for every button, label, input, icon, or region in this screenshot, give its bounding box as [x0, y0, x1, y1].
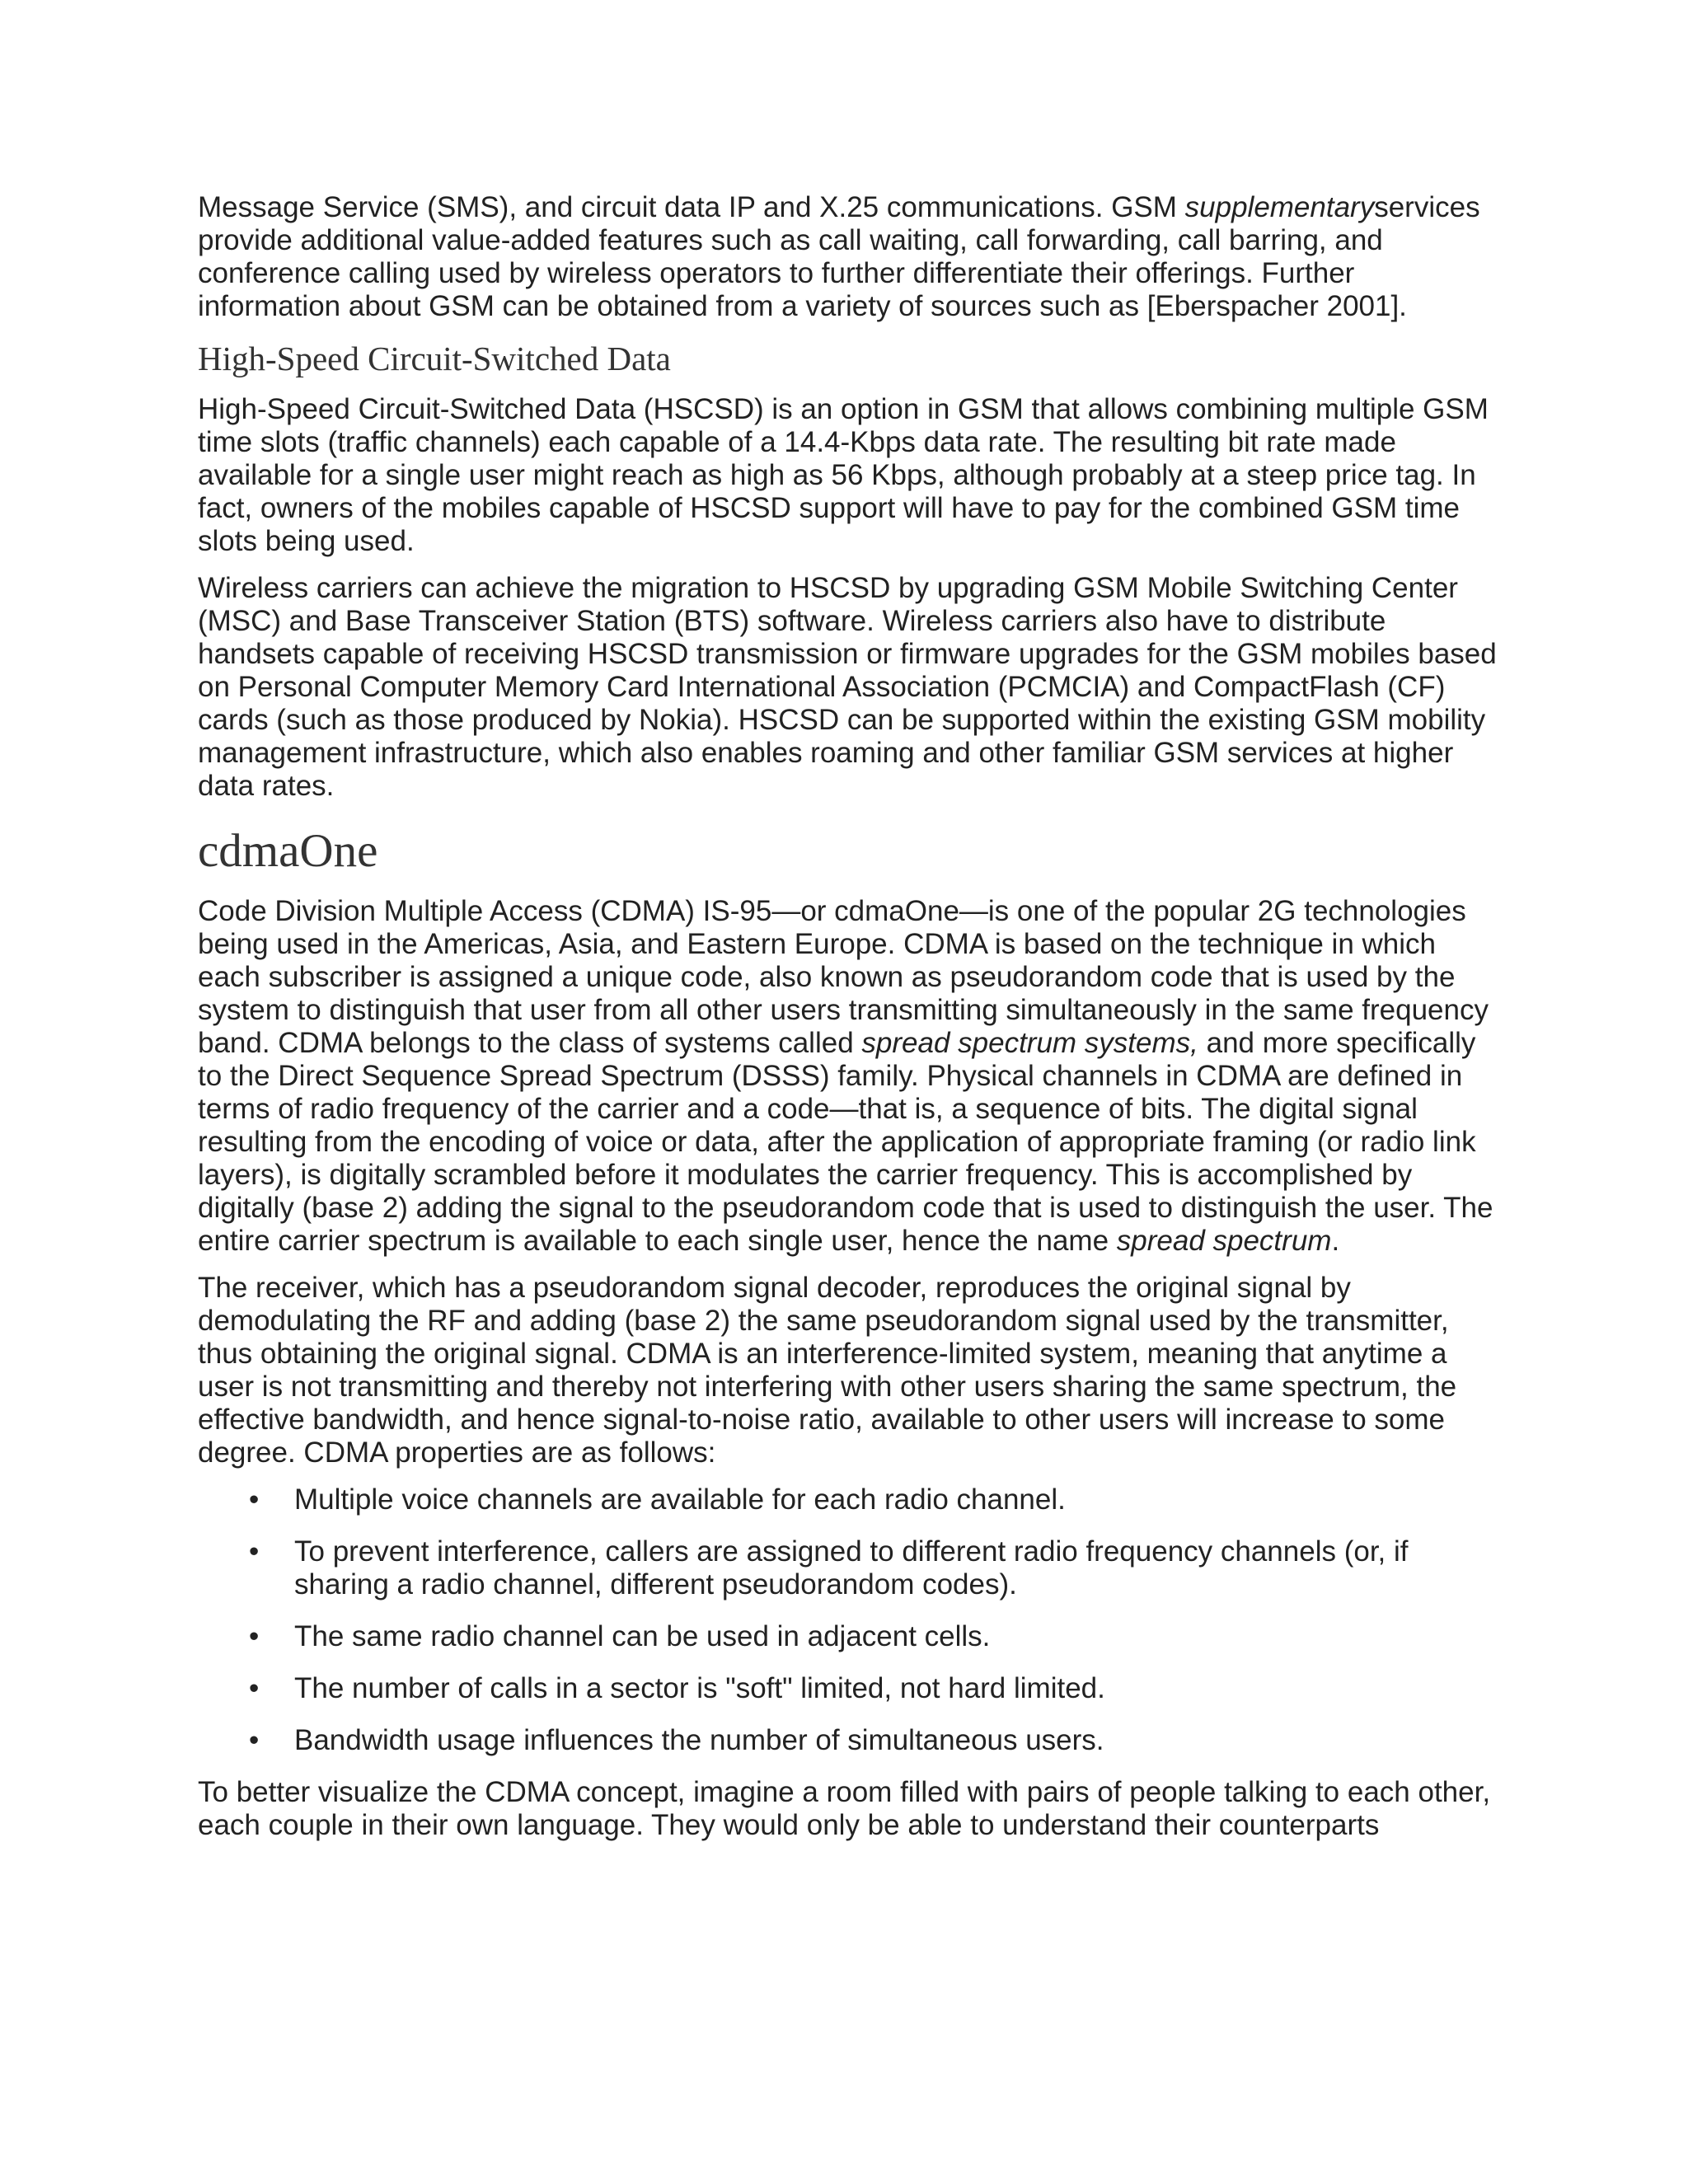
bullet-icon: •	[249, 1620, 260, 1652]
cdma-p1-text-c: .	[1331, 1225, 1340, 1257]
hscsd-paragraph-2: Wireless carriers can achieve the migration to HSCSD by upgrading GSM Mobile Switching Center (MSC) and Base Transceiver Station (BTS) software. Wireless carriers also have to distribute handsets capable of receiving HSCSD transmission or firmware upgrades for the GSM mobiles based on Personal Computer Memory Card International Association (PCMCIA) and CompactFlash (CF) cards (such as those produced by Nokia). HSCSD can be supported within the existing GSM mobility management infrastructure, which also enables roaming and other familiar GSM services at higher data rates.	[198, 572, 1497, 802]
cdma-p1-text-a: Code Division Multiple Access (CDMA) IS-95—or cdmaOne—is one of the popular 2G technologies being used in the Americas, Asia, and Eastern Europe. CDMA is based on the technique in which each subscriber is assigned a unique code, also known as pseudorandom code that is used by the system to distinguish that user from all other users transmitting simultaneously in the same frequency band. CDMA belongs to the class of systems called	[198, 895, 1489, 1059]
bullet-icon: •	[249, 1672, 260, 1704]
hscsd-heading: High-Speed Circuit-Switched Data	[198, 340, 671, 377]
list-item	[198, 1620, 1500, 1653]
intro-paragraph	[198, 191, 1500, 323]
list-item-text: Multiple voice channels are available for each radio channel.	[294, 1483, 1066, 1516]
cdma-paragraph-1	[198, 895, 1500, 1258]
intro-text-end: services provide additional value-added features such as call waiting, call forwarding, call barring, and conference calling used by wireless operators to further differentiate their offerings. Further information about GSM can be obtained from a variety of sources such as [Eberspacher 2001].	[198, 191, 1480, 322]
list-item	[198, 1724, 1500, 1757]
list-item-text: Bandwidth usage influences the number of simultaneous users.	[294, 1724, 1104, 1756]
cdmaone-heading: cdmaOne	[198, 825, 378, 877]
bullet-icon: •	[249, 1535, 260, 1568]
bullet-icon: •	[249, 1724, 260, 1756]
list-item	[198, 1535, 1500, 1601]
hscsd-paragraph-1: High-Speed Circuit-Switched Data (HSCSD) is an option in GSM that allows combining multiple GSM time slots (traffic channels) each capable of a 14.4-Kbps data rate. The resulting bit rate made available for a single user might reach as high as 56 Kbps, although probably at a steep price tag. In fact, owners of the mobiles capable of HSCSD support will have to pay for the combined GSM time slots being used.	[198, 393, 1489, 557]
cdma-properties-list	[198, 1483, 1500, 1757]
cdma-paragraph-2: The receiver, which has a pseudorandom signal decoder, reproduces the original signal by demodulating the RF and adding (base 2) the same pseudorandom signal used by the transmitter, thus obtaining the original signal. CDMA is an interference-limited system, meaning that anytime a user is not transmitting and thereby not interfering with other users sharing the same spectrum, the effective bandwidth, and hence signal-to-noise ratio, available to other users will increase to some degree. CDMA properties are as follows:	[198, 1272, 1457, 1469]
cdma-paragraph-3: To better visualize the CDMA concept, imagine a room filled with pairs of people talking to each other, each couple in their own language. They would only be able to understand their counterparts	[198, 1776, 1491, 1841]
intro-text-start: Message Service (SMS), and circuit data IP and X.25 communications. GSM	[198, 191, 1185, 223]
cdma-p1-emphasis-1: spread spectrum systems,	[861, 1027, 1198, 1059]
list-item-text: To prevent interference, callers are assigned to different radio frequency channels (or, if sharing a radio channel, different pseudorandom codes).	[294, 1535, 1409, 1601]
document-page	[198, 191, 1500, 1856]
cdma-p1-emphasis-2: spread spectrum	[1116, 1225, 1332, 1257]
list-item-text: The same radio channel can be used in adjacent cells.	[294, 1620, 991, 1652]
bullet-icon: •	[249, 1483, 260, 1516]
list-item	[198, 1672, 1500, 1705]
list-item	[198, 1483, 1500, 1516]
intro-emphasis: supplementary	[1184, 191, 1375, 223]
list-item-text: The number of calls in a sector is "soft" limited, not hard limited.	[294, 1672, 1105, 1704]
cdma-p1-text-b: and more specifically to the Direct Sequence Spread Spectrum (DSSS) family. Physical channels in CDMA are defined in terms of radio frequency of the carrier and a code—that is, a sequence of bits. The digital signal resulting from the encoding of voice or data, after the application of appropriate framing (or radio link layers), is digitally scrambled before it modulates the carrier frequency. This is accomplished by digitally (base 2) adding the signal to the pseudorandom code that is used to distinguish the user. The entire carrier spectrum is available to each single user, hence the name	[198, 1027, 1493, 1257]
